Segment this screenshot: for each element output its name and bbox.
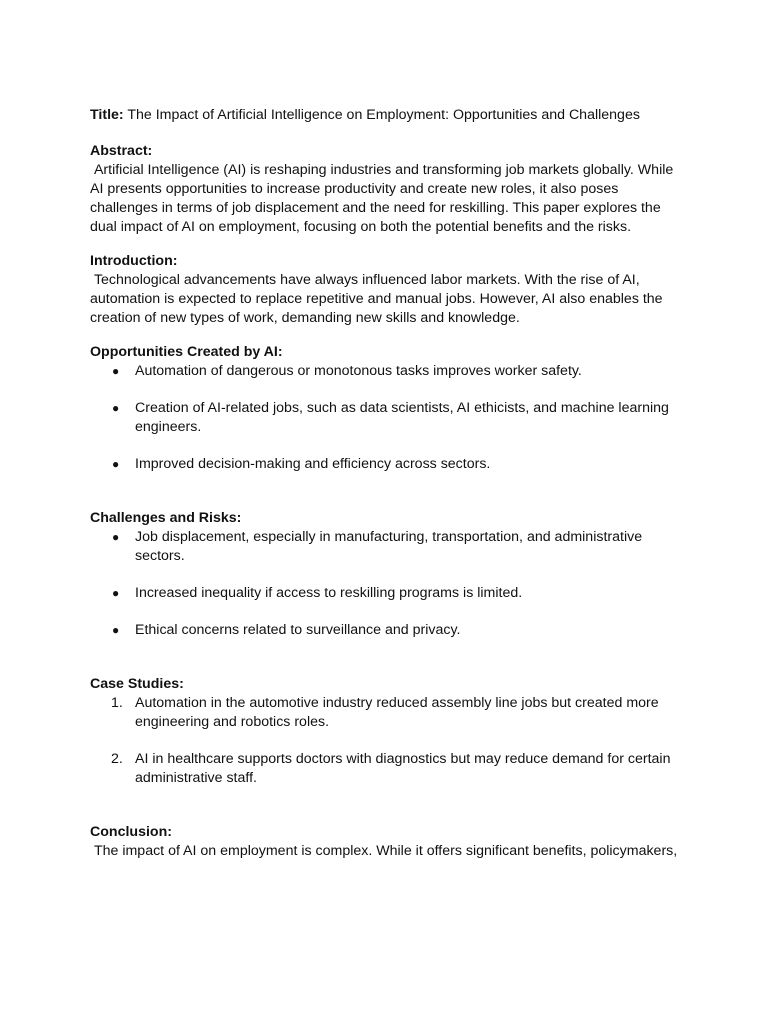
spacer	[90, 492, 680, 509]
case-studies-list	[90, 694, 680, 788]
bullet-icon: ●	[112, 457, 120, 471]
list-item-text: Creation of AI-related jobs, such as data scientists, AI ethicists, and machine learning engineers.	[135, 400, 669, 435]
introduction-body: Technological advancements have always influenced labor markets. With the rise of AI, automation is expected to replace repetitive and manual jobs. However, AI also enables the creation of new types of work, demanding new skills and knowledge.	[90, 272, 667, 326]
list-item-text: Improved decision-making and efficiency across sectors.	[135, 456, 491, 472]
conclusion-body: The impact of AI on employment is complex. While it offers significant benefits, policymakers,	[90, 843, 678, 859]
conclusion-section	[90, 823, 680, 861]
case-studies-heading: Case Studies:	[90, 676, 184, 692]
bullet-icon: ●	[112, 401, 120, 415]
challenges-list	[90, 528, 680, 640]
abstract-body: Artificial Intelligence (AI) is reshaping industries and transforming job markets globally. While AI presents opportunities to increase productivity and create new roles, it also poses challenges in terms of job displacement and the need for reskilling. This paper explores the dual impact of AI on employment, focusing on both the potential benefits and the risks.	[90, 162, 677, 235]
title-text: The Impact of Artificial Intelligence on Employment: Opportunities and Challenges	[127, 107, 640, 123]
list-item	[90, 362, 680, 381]
list-item	[90, 750, 680, 788]
bullet-icon: ●	[112, 623, 120, 637]
bullet-icon: ●	[112, 530, 120, 544]
list-item-text: Automation in the automotive industry reduced assembly line jobs but created more engineering and robotics roles.	[135, 695, 659, 730]
challenges-section	[90, 509, 680, 640]
list-item-text: Job displacement, especially in manufacturing, transportation, and administrative sectors.	[135, 529, 643, 564]
opportunities-section	[90, 343, 680, 474]
bullet-icon: ●	[112, 364, 120, 378]
challenges-heading: Challenges and Risks:	[90, 510, 242, 526]
opportunities-heading: Opportunities Created by AI:	[90, 344, 283, 360]
list-item-text: AI in healthcare supports doctors with diagnostics but may reduce demand for certain administrative staff.	[135, 751, 671, 786]
list-item	[90, 528, 680, 566]
list-item-text: Ethical concerns related to surveillance and privacy.	[135, 622, 461, 638]
introduction-section	[90, 252, 680, 328]
list-item	[90, 584, 680, 603]
spacer	[90, 658, 680, 675]
list-item	[90, 694, 680, 732]
list-number: 2.	[111, 751, 123, 767]
list-item-text: Automation of dangerous or monotonous tasks improves worker safety.	[135, 363, 582, 379]
title-label: Title:	[90, 107, 124, 123]
list-item	[90, 455, 680, 474]
conclusion-heading: Conclusion:	[90, 824, 172, 840]
list-item	[90, 621, 680, 640]
list-item-text: Increased inequality if access to reskilling programs is limited.	[135, 585, 523, 601]
document-page	[90, 106, 680, 861]
spacer	[90, 806, 680, 823]
document-title	[90, 106, 680, 125]
abstract-section	[90, 142, 680, 237]
list-number: 1.	[111, 695, 123, 711]
list-item	[90, 399, 680, 437]
abstract-heading: Abstract:	[90, 143, 153, 159]
introduction-heading: Introduction:	[90, 253, 178, 269]
case-studies-section	[90, 675, 680, 788]
opportunities-list	[90, 362, 680, 474]
bullet-icon: ●	[112, 586, 120, 600]
